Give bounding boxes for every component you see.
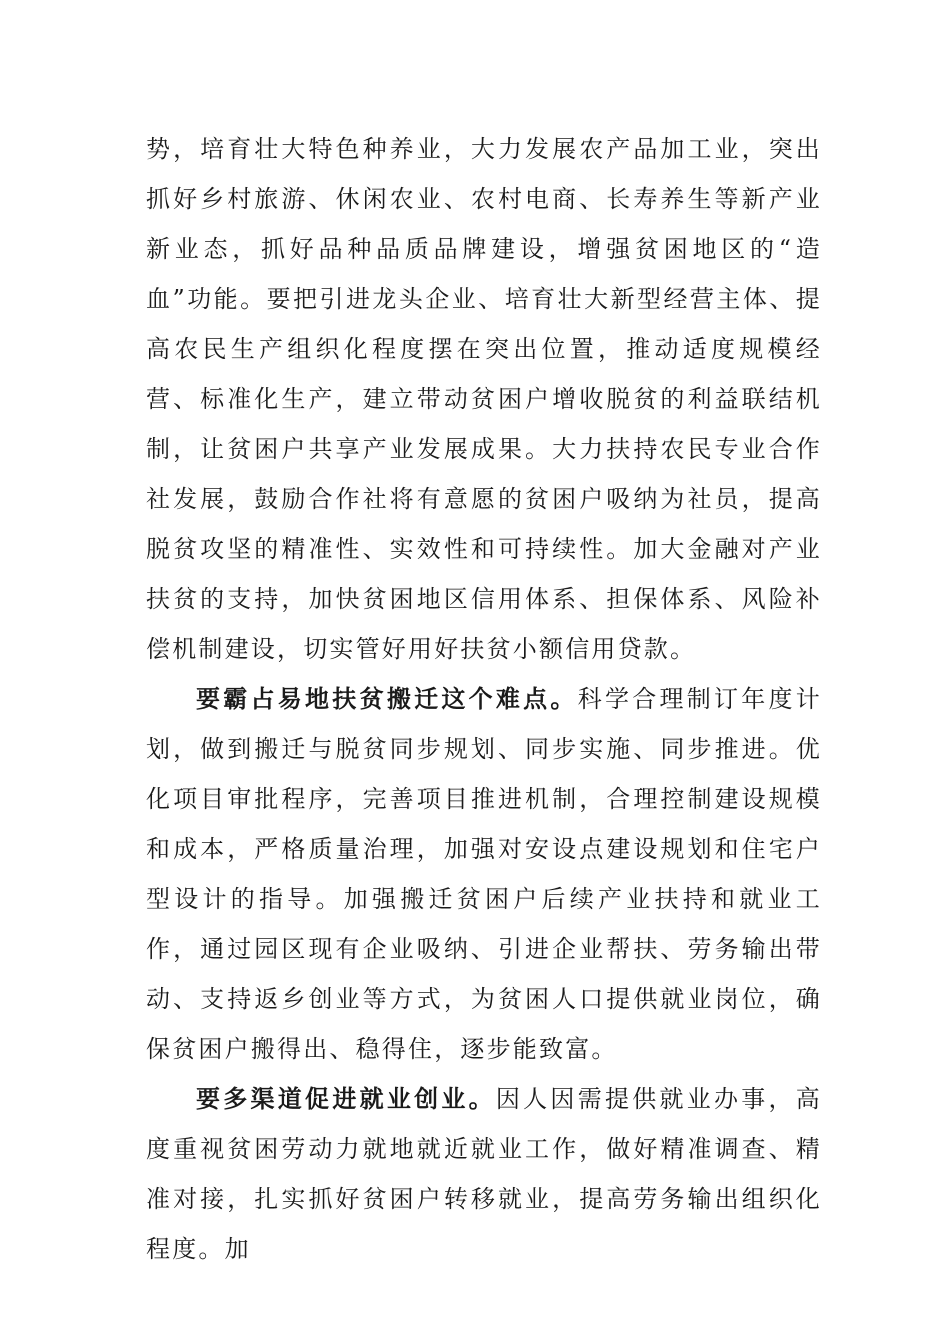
paragraph-2 bbox=[146, 674, 822, 1074]
paragraph-2-heading: 要霸占易地扶贫搬迁这个难点。 bbox=[196, 684, 578, 713]
paragraph-3-text: 因人因需提供就业办事，高度重视贫困劳动力就地就近就业工作，做好精准调查、精准对接，扎实抓好贫困户转移就业，提高劳务输出组织化程度。加 bbox=[146, 1085, 823, 1263]
paragraph-3 bbox=[146, 1074, 822, 1274]
paragraph-1-text: 势，培育壮大特色种养业，大力发展农产品加工业，突出抓好乡村旅游、休闲农业、农村电商、长寿养生等新产业新业态，抓好品种品质品牌建设，增强贫困地区的“造血”功能。要把引进龙头企业、培育壮大新型经营主体、提高农民生产组织化程度摆在突出位置，推动适度规模经营、标准化生产，建立带动贫困户增收脱贫的利益联结机制，让贫困户共享产业发展成果。大力扶持农民专业合作社发展，鼓励合作社将有意愿的贫困户吸纳为社员，提高脱贫攻坚的精准性、实效性和可持续性。加大金融对产业扶贫的支持，加快贫困地区信用体系、担保体系、风险补偿机制建设，切实管好用好扶贫小额信用贷款。 bbox=[146, 135, 822, 663]
document-body bbox=[146, 124, 822, 1274]
paragraph-2-text: 科学合理制订年度计划，做到搬迁与脱贫同步规划、同步实施、同步推进。优化项目审批程序，完善项目推进机制，合理控制建设规模和成本，严格质量治理，加强对安设点建设规划和住宅户型设计的指导。加强搬迁贫困户后续产业扶持和就业工作，通过园区现有企业吸纳、引进企业帮扶、劳务输出带动、支持返乡创业等方式，为贫困人口提供就业岗位，确保贫困户搬得出、稳得住，逐步能致富。 bbox=[146, 685, 822, 1063]
paragraph-1 bbox=[146, 124, 822, 674]
paragraph-3-heading: 要多渠道促进就业创业。 bbox=[196, 1084, 496, 1113]
